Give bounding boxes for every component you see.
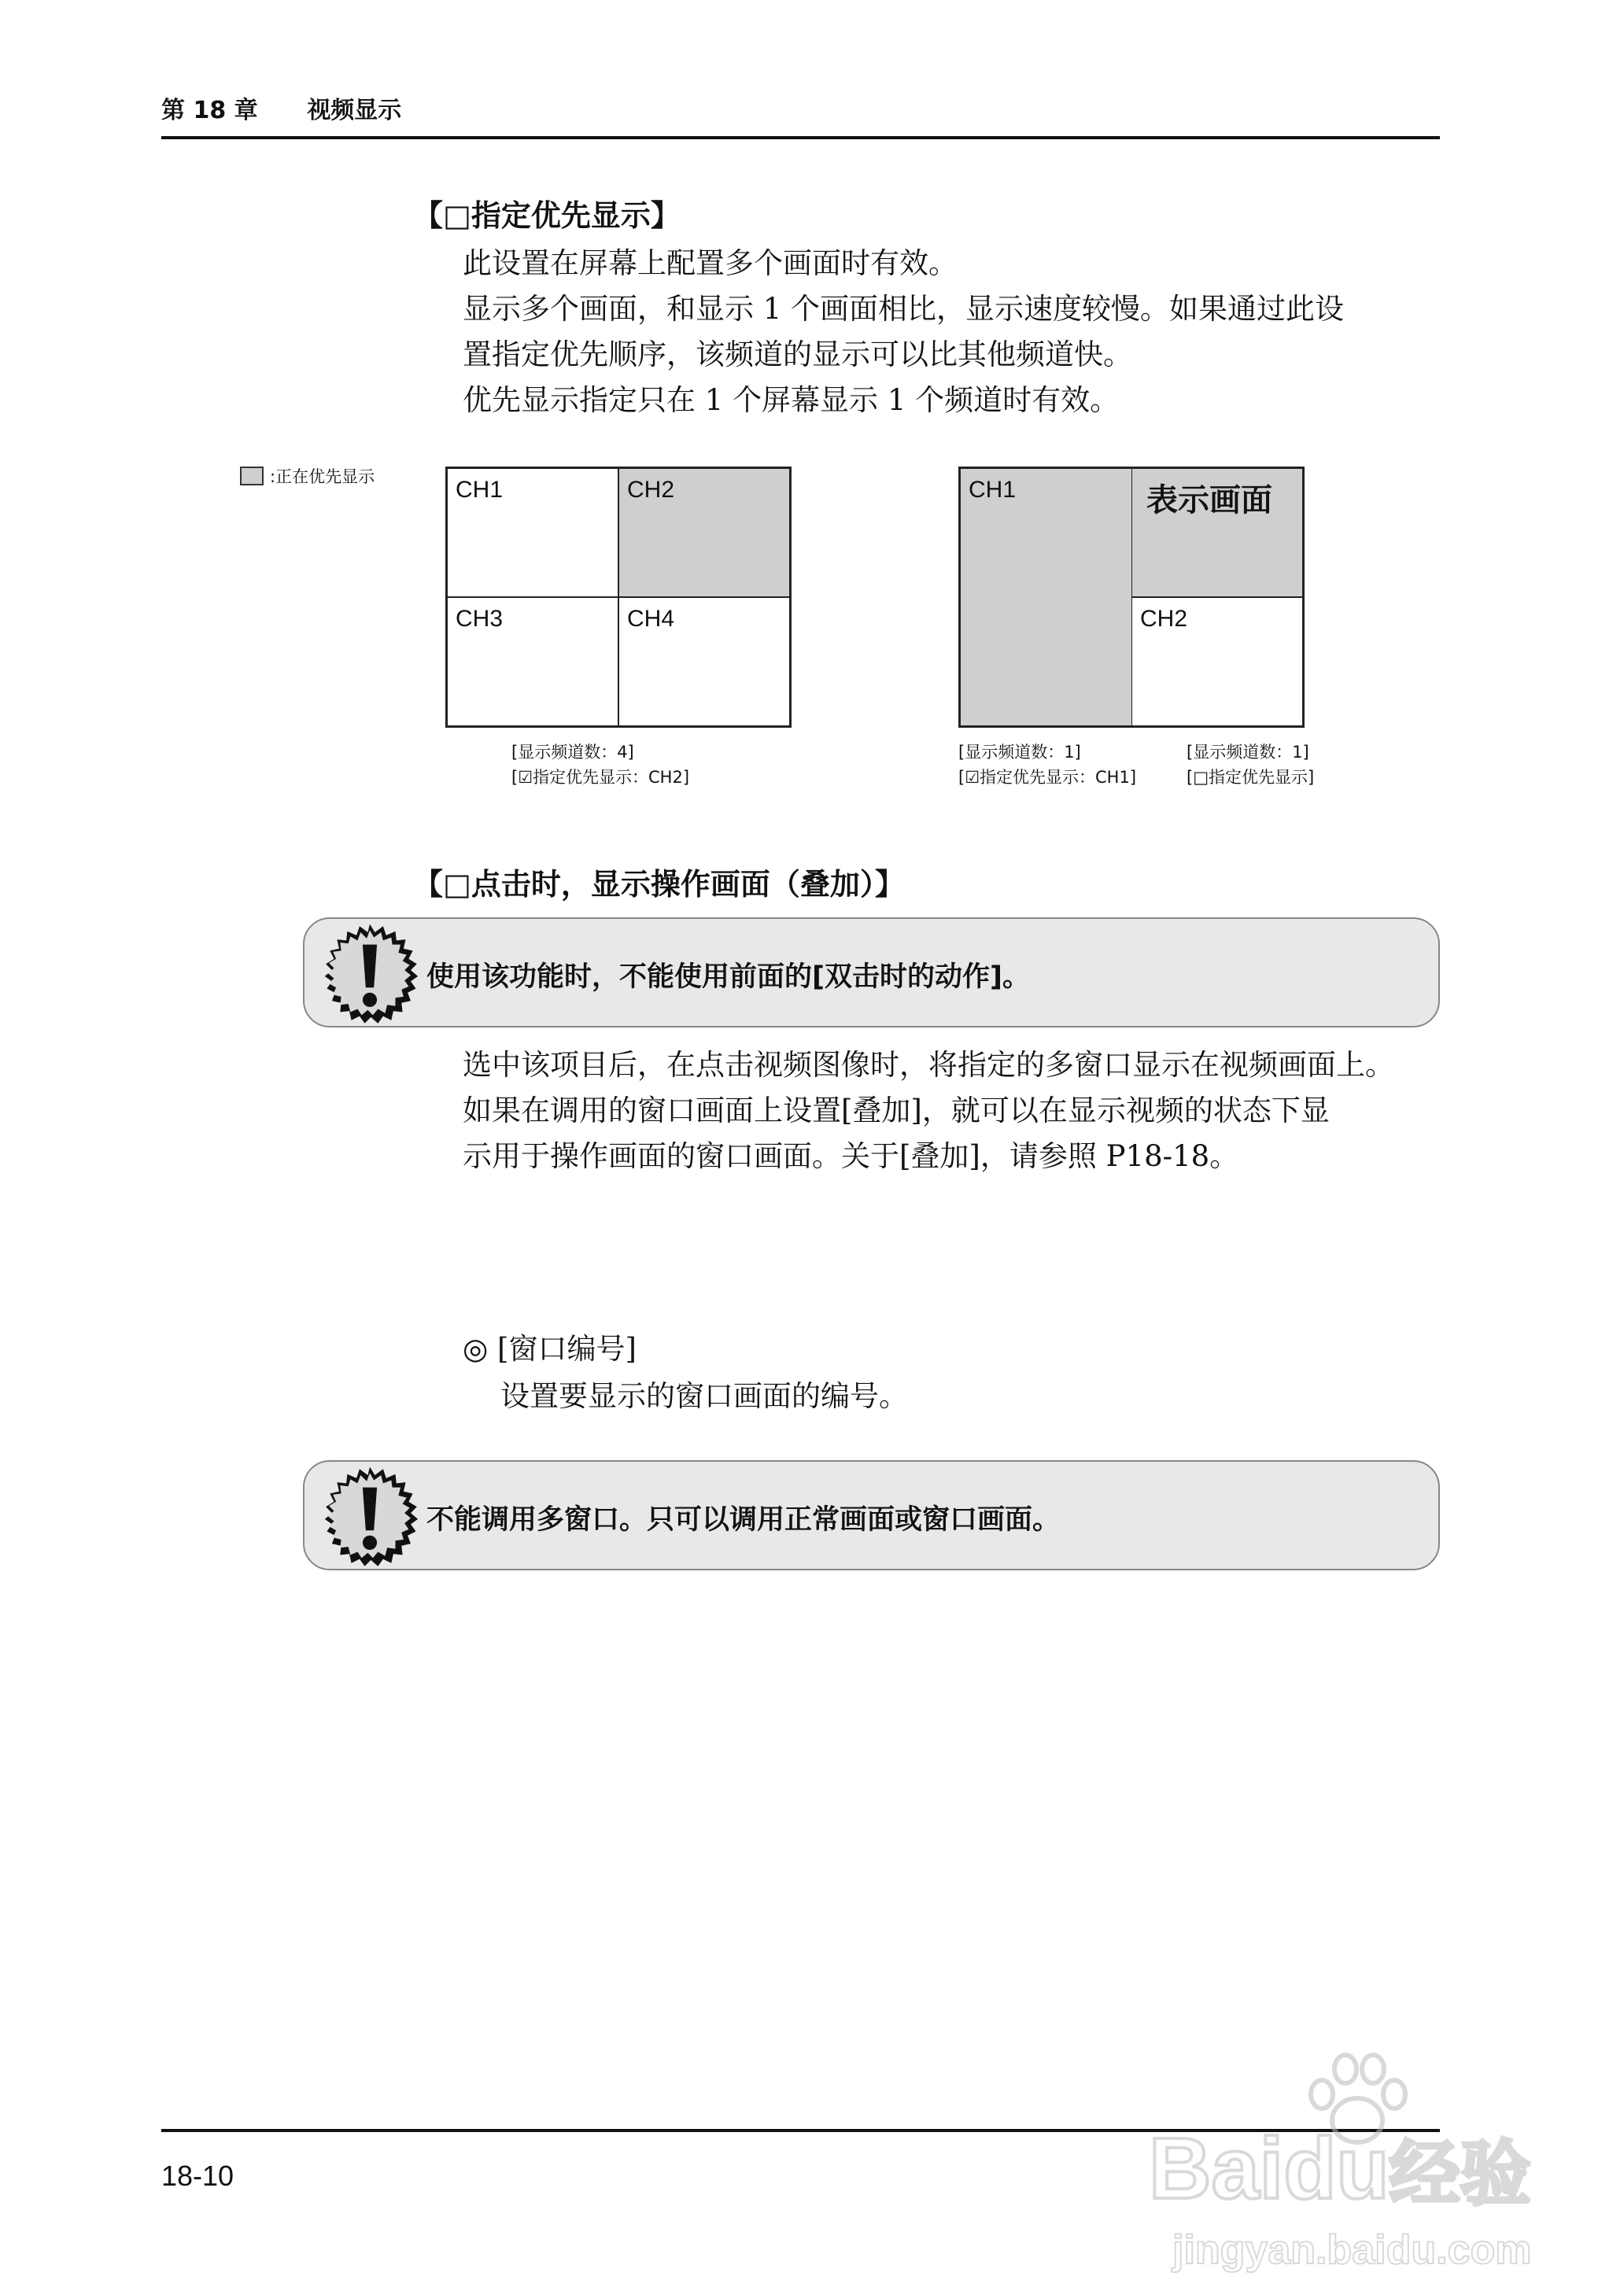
figure-legend xyxy=(240,464,375,488)
right-caption-count-b: [显示频道数：1] xyxy=(1187,743,1309,762)
watermark-cn: 经验 xyxy=(1389,2133,1531,2215)
caution-text-2: 不能调用多窗口。只可以调用正常画面或窗口画面。 xyxy=(426,1504,1061,1536)
legend-swatch xyxy=(240,467,264,485)
para-3: 置指定优先顺序，该频道的显示可以比其他频道快。 xyxy=(463,338,1132,371)
section-heading-priority: 【□指定优先显示】 xyxy=(413,198,681,233)
chapter-header xyxy=(161,90,401,125)
cell-ch2-priority: CH2 xyxy=(618,468,790,597)
left-caption-count: [显示频道数：4] xyxy=(511,743,634,762)
section-heading-overlay: 【□点击时，显示操作画面（叠加）】 xyxy=(413,867,905,902)
page-number: 18-10 xyxy=(161,2160,234,2192)
cell-display-screen: 表示画面 xyxy=(1131,468,1303,597)
window-number-desc: 设置要显示的窗口画面的编号。 xyxy=(500,1379,908,1413)
window-number-heading: ◎ [窗口编号] xyxy=(463,1332,637,1366)
diagram-four-channels xyxy=(445,467,792,728)
baidu-watermark xyxy=(1149,2046,1574,2282)
para-1: 此设置在屏幕上配置多个画面时有效。 xyxy=(463,246,958,280)
caution-icon xyxy=(319,1465,421,1567)
watermark-brand: Bai xyxy=(1149,2120,1284,2217)
caution-text-1: 使用该功能时，不能使用前面的[双击时的动作]。 xyxy=(426,961,1030,993)
cell-ch3: CH3 xyxy=(447,597,618,726)
legend-label: :正在优先显示 xyxy=(270,467,375,486)
header-rule xyxy=(161,136,1440,139)
cell-ch1-lower xyxy=(960,597,1131,726)
cell-ch4: CH4 xyxy=(618,597,790,726)
para-7: 示用于操作画面的窗口画面。关于[叠加]，请参照 P18-18。 xyxy=(463,1139,1239,1173)
chapter-title: 视频显示 xyxy=(307,97,402,124)
watermark-brand-du: du xyxy=(1283,2120,1390,2217)
right-caption-count-a: [显示频道数：1] xyxy=(958,743,1081,762)
right-caption-priority-a: [☑指定优先显示：CH1] xyxy=(958,768,1137,787)
cell-ch2: CH2 xyxy=(1131,597,1303,726)
diagram-single-channel xyxy=(958,467,1305,728)
left-caption-priority: [☑指定优先显示：CH2] xyxy=(511,768,690,787)
cell-ch1: CH1 xyxy=(447,468,618,597)
cell-ch1-priority: CH1 xyxy=(960,468,1131,597)
para-2: 显示多个画面，和显示 1 个画面相比，显示速度较慢。如果通过此设 xyxy=(463,292,1345,326)
chapter-number: 第 18 章 xyxy=(161,97,258,124)
caution-note-2 xyxy=(303,1460,1440,1570)
watermark-url: jingyan.baidu.com xyxy=(1172,2227,1532,2273)
caution-note-1 xyxy=(303,917,1440,1027)
para-6: 如果在调用的窗口画面上设置[叠加]，就可以在显示视频的状态下显 xyxy=(463,1094,1330,1127)
para-5: 选中该项目后，在点击视频图像时，将指定的多窗口显示在视频画面上。 xyxy=(463,1048,1394,1082)
right-caption-priority-b: [□指定优先显示] xyxy=(1187,768,1315,787)
caution-icon xyxy=(319,922,421,1024)
para-4: 优先显示指定只在 1 个屏幕显示 1 个频道时有效。 xyxy=(463,383,1120,417)
